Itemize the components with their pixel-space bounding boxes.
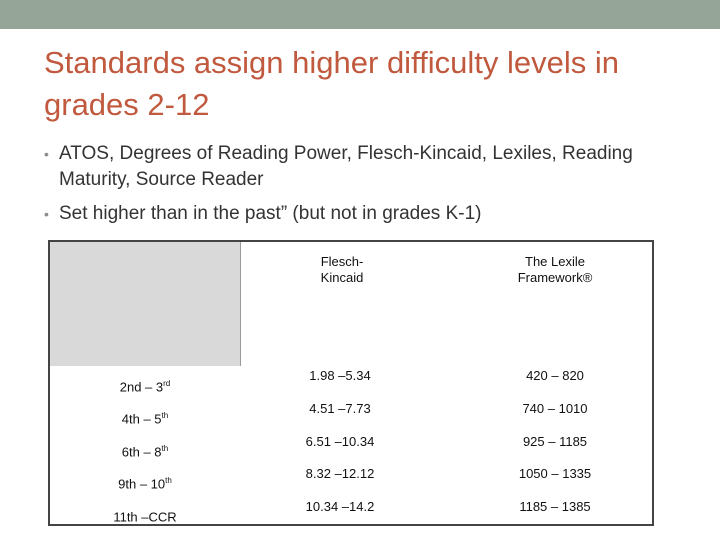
bullet-marker: • <box>44 206 49 222</box>
top-accent-bar <box>0 0 720 29</box>
table-header-blank-cell <box>50 242 241 366</box>
bullet-marker: • <box>44 146 49 162</box>
bullet-text: Set higher than in the past” (but not in grades K-1) <box>59 203 482 224</box>
table-row-grade: 9th – 10th <box>118 476 172 492</box>
table-row-lexile: 740 – 1010 <box>522 401 588 416</box>
table-row-fk: 8.32 –12.12 <box>305 466 375 481</box>
table-row-fk: 10.34 –14.2 <box>305 499 375 514</box>
bullet-item <box>44 141 659 193</box>
table-row-lexile: 925 – 1185 <box>522 434 588 449</box>
table-row-fk: 1.98 –5.34 <box>309 368 371 383</box>
table-row-grade: 11th –CCR <box>113 509 177 525</box>
table-row-lexile: 1050 – 1335 <box>518 466 592 481</box>
table-row-lexile: 1185 – 1385 <box>519 499 591 514</box>
column-header-lexile: The Lexile Framework® <box>517 254 593 285</box>
table-row-grade: 2nd – 3rd <box>119 379 171 395</box>
bullet-text: ATOS, Degrees of Reading Power, Flesch-Kincaid, Lexiles, Reading Maturity, Source Reader <box>59 143 633 190</box>
table-row-fk: 4.51 –7.73 <box>309 401 371 416</box>
column-header-flesch-kincaid: Flesch-Kincaid <box>320 254 364 285</box>
table-row-grade: 6th – 8th <box>121 444 169 460</box>
bullet-item <box>44 201 684 227</box>
table-row-grade: 4th – 5th <box>121 411 169 427</box>
table-row-lexile: 420 – 820 <box>526 368 584 383</box>
difficulty-table <box>48 240 654 526</box>
bullet-list <box>44 141 684 235</box>
slide-title: Standards assign higher difficulty levels in grades 2-12 <box>44 45 619 122</box>
table-row-fk: 6.51 –10.34 <box>305 434 375 449</box>
